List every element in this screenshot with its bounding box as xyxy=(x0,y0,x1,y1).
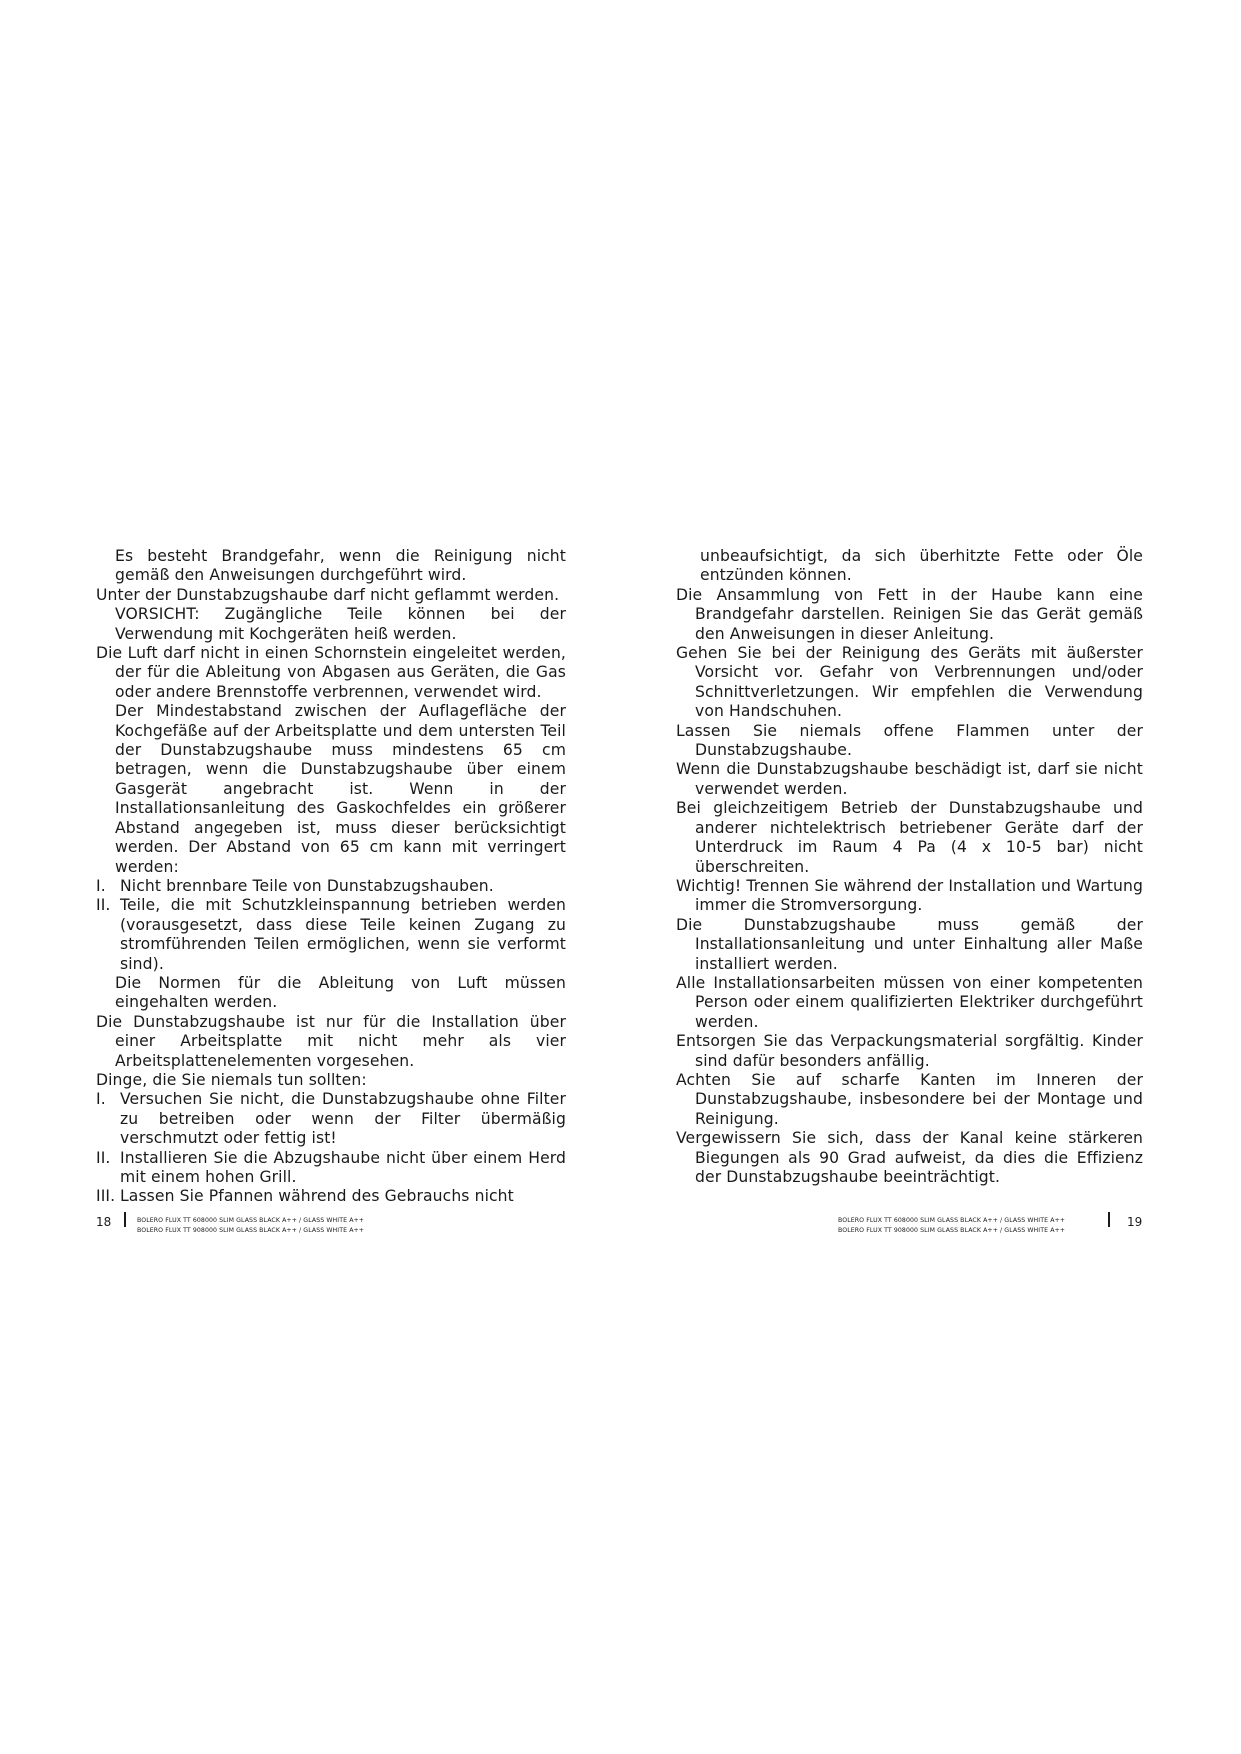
model-caption-left xyxy=(137,1216,364,1236)
list-text: Teile, die mit Schutzkleinspannung betrieben werden (vorausgesetzt, dass diese Teile keinen Zugang zu stromführenden Teilen ermöglichen, wenn sie verformt sind). xyxy=(120,896,566,973)
right-paragraph-negative-pressure: Bei gleichzeitigem Betrieb der Dunstabzugshaube und anderer nichtelektrisch betriebener Geräte darf der Unterdruck im Raum 4 Pa (4 x 10-5 bar) nicht überschreiten. xyxy=(676,799,1143,876)
right-paragraph-duct-bends: Vergewissern Sie sich, dass der Kanal keine stärkeren Biegungen als 90 Grad aufweist, da dies die Effizienz der Dunstabzugshaube beeinträchtigt. xyxy=(676,1129,1143,1186)
right-page-column xyxy=(676,547,1143,1187)
right-paragraph-packaging: Entsorgen Sie das Verpackungsmaterial sorgfältig. Kinder sind dafür besonders anfällig. xyxy=(676,1032,1143,1070)
list-number: II. xyxy=(96,1148,111,1167)
list-text: Installieren Sie die Abzugshaube nicht über einem Herd mit einem hohen Grill. xyxy=(120,1148,566,1186)
left-paragraph-no-flambe: Unter der Dunstabzugshaube darf nicht geflammt werden. xyxy=(96,585,560,604)
left-paragraph-never-do: Dinge, die Sie niemals tun sollten: xyxy=(96,1070,367,1089)
left-list1-item-1 xyxy=(96,877,566,896)
model-caption-right xyxy=(838,1216,1065,1236)
left-page-column xyxy=(96,547,566,1207)
left-paragraph-air-norms: Die Normen für die Ableitung von Luft müssen eingehalten werden. xyxy=(115,973,566,1012)
right-paragraph-grease: Die Ansammlung von Fett in der Haube kann eine Brandgefahr darstellen. Reinigen Sie das Gerät gemäß den Anweisungen in dieser Anleitung. xyxy=(676,585,1143,643)
right-paragraph-unattended: unbeaufsichtigt, da sich überhitzte Fette oder Öle entzünden können. xyxy=(700,547,1143,585)
list-number: I. xyxy=(96,1090,106,1109)
model-line: BOLERO FLUX TT 608000 SLIM GLASS BLACK A++ / GLASS WHITE A++ xyxy=(838,1217,1066,1224)
right-paragraph-cleaning-care: Gehen Sie bei der Reinigung des Geräts mit äußerster Vorsicht vor. Gefahr von Verbrennungen und/oder Schnittverletzungen. Wir empfehlen die Verwendung von Handschuhen. xyxy=(676,644,1143,721)
list-text: Lassen Sie Pfannen während des Gebrauchs nicht xyxy=(120,1187,514,1206)
left-paragraph-fire-risk: Es besteht Brandgefahr, wenn die Reinigung nicht gemäß den Anweisungen durchgeführt wird. xyxy=(115,547,566,585)
right-paragraph-open-flames: Lassen Sie niemals offene Flammen unter der Dunstabzugshaube. xyxy=(676,721,1143,760)
left-list2-item-1 xyxy=(96,1090,566,1148)
right-paragraph-damaged: Wenn die Dunstabzugshaube beschädigt ist, darf sie nicht verwendet werden. xyxy=(676,760,1143,798)
left-paragraph-chimney: Die Luft darf nicht in einen Schornstein eingeleitet werden, der für die Ableitung von Abgasen aus Geräten, die Gas oder andere Brennstoffe verbrennen, verwendet wird. xyxy=(96,644,566,701)
right-paragraph-install-instructions: Die Dunstabzugshaube muss gemäß der Installationsanleitung und unter Einhaltung aller Maße installiert werden. xyxy=(676,915,1143,973)
footer-divider-right xyxy=(1108,1212,1110,1227)
page-number-right: 19 xyxy=(1127,1215,1143,1229)
model-line: BOLERO FLUX TT 908000 SLIM GLASS BLACK A++ / GLASS WHITE A++ xyxy=(838,1227,1066,1234)
left-list2-item-2 xyxy=(96,1149,566,1188)
left-paragraph-caution: VORSICHT: Zugängliche Teile können bei der Verwendung mit Kochgeräten heiß werden. xyxy=(115,605,566,643)
right-paragraph-sharp-edges: Achten Sie auf scharfe Kanten im Inneren der Dunstabzugshaube, insbesondere bei der Montage und Reinigung. xyxy=(676,1070,1143,1128)
list-text: Versuchen Sie nicht, die Dunstabzugshaube ohne Filter zu betreiben oder wenn der Filter übermäßig verschmutzt oder fettig ist! xyxy=(120,1090,566,1148)
model-line: BOLERO FLUX TT 908000 SLIM GLASS BLACK A++ / GLASS WHITE A++ xyxy=(137,1227,365,1234)
list-text: Nicht brennbare Teile von Dunstabzugshauben. xyxy=(120,876,494,895)
page-number-left: 18 xyxy=(96,1215,112,1229)
list-number: I. xyxy=(96,876,106,895)
left-paragraph-installation-scope: Die Dunstabzugshaube ist nur für die Installation über einer Arbeitsplatte mit nicht mehr als vier Arbeitsplattenelementen vorgesehen. xyxy=(96,1012,566,1070)
list-number: II. xyxy=(96,896,111,915)
left-list2-item-3 xyxy=(96,1187,566,1206)
right-paragraph-power-off: Wichtig! Trennen Sie während der Installation und Wartung immer die Stromversorgung. xyxy=(676,876,1143,915)
left-list1-item-2 xyxy=(96,896,566,974)
left-paragraph-min-distance: Der Mindestabstand zwischen der Auflagefläche der Kochgefäße auf der Arbeitsplatte und dem untersten Teil der Dunstabzugshaube muss mindestens 65 cm betragen, wenn die Dunstabzugshaube über einem Gasgerät angebracht ist. Wenn in der Installationsanleitung des Gaskochfeldes ein größerer Abstand angegeben ist, muss dieser berücksichtigt werden. Der Abstand von 65 cm kann mit verringert werden: xyxy=(115,702,566,876)
right-paragraph-competent-person: Alle Installationsarbeiten müssen von einer kompetenten Person oder einem qualifizierten Elektriker durchgeführt werden. xyxy=(676,973,1143,1031)
footer-divider-left xyxy=(124,1212,126,1227)
model-line: BOLERO FLUX TT 608000 SLIM GLASS BLACK A++ / GLASS WHITE A++ xyxy=(137,1217,365,1224)
list-number: III. xyxy=(96,1187,116,1206)
